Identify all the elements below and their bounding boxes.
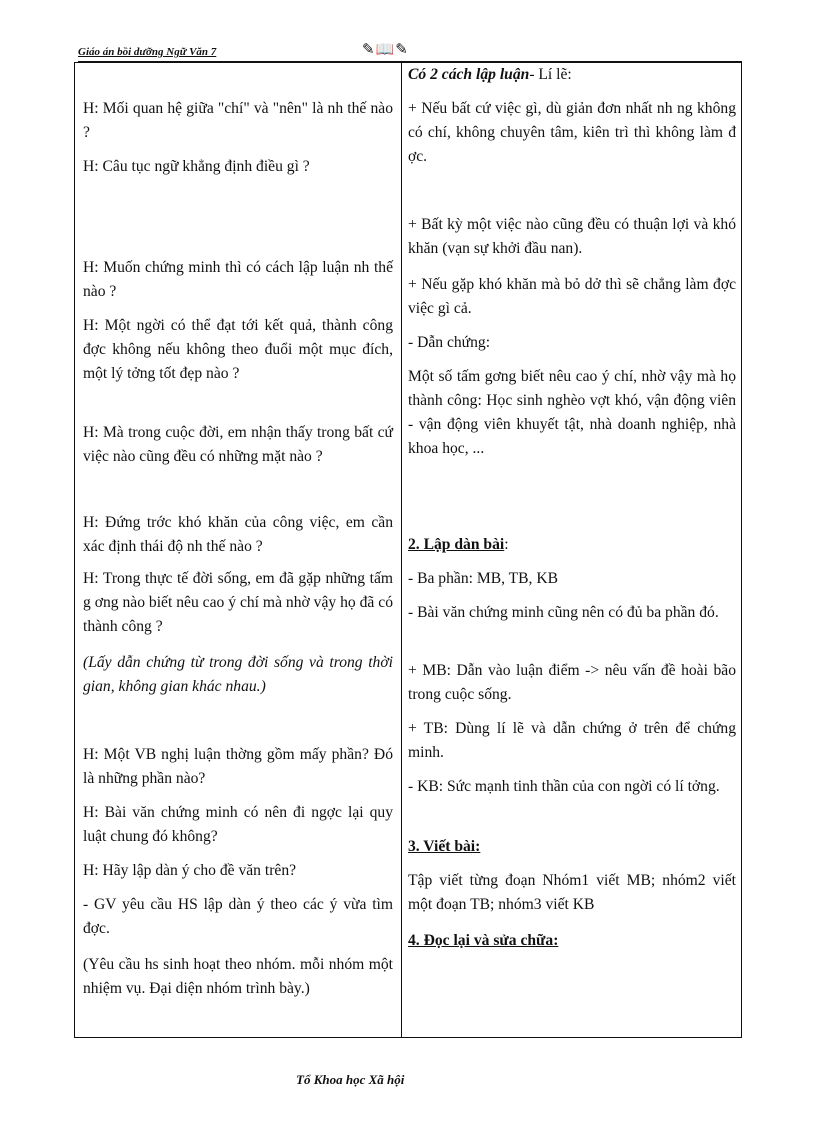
section-3-heading: 3. Viết bài: — [408, 838, 481, 855]
argument-intro-rest: - Lí lẽ: — [529, 66, 572, 83]
question-7: H: Trong thực tế đời sống, em đã gặp những tấm g ơng nào biết nêu cao ý chí mà nhờ vậy họ đã có thành công ? — [83, 570, 393, 635]
group-instruction: (Yêu cầu hs sinh hoạt theo nhóm. mỗi nhóm một nhiệm vụ. Đại diện nhóm trình bày.) — [83, 956, 393, 997]
outline-parts: - Ba phần: MB, TB, KB — [408, 570, 559, 587]
question-3: H: Muốn chứng minh thì có cách lập luận nh thế nào ? — [83, 259, 393, 300]
evidence-text: Một số tấm gơng biết nêu cao ý chí, nhờ vậy mà họ thành công: Học sinh nghèo vợt khó, vận động viên - vận động viên khuyết tật, nhà doanh nghiệp, nhà khoa học, ... — [408, 368, 736, 457]
section-2-heading — [408, 533, 509, 557]
header-title: Giáo án bồi dưỡng Ngữ Văn 7 — [78, 46, 217, 58]
reason-1: + Nếu bất cứ việc gì, dù giản đơn nhất nh ng không có chí, không chuyên tâm, kiên trì thì không làm đ ợc. — [408, 100, 736, 165]
section-4-heading: 4. Đọc lại và sửa chữa: — [408, 932, 559, 949]
page-footer: Tổ Khoa học Xã hội — [296, 1072, 405, 1087]
argument-intro — [408, 63, 572, 87]
evidence-label: - Dẫn chứng: — [408, 334, 491, 351]
page-header — [78, 44, 742, 62]
book-ornament-icon: ✎📖✎ — [362, 42, 409, 58]
question-1: H: Mối quan hệ giữa "chí" và "nên" là nh thế nào ? — [83, 100, 393, 141]
outline-mb: + MB: Dẫn vào luận điểm -> nêu vấn đề hoài bão trong cuộc sống. — [408, 662, 736, 703]
outline-kb: - KB: Sức mạnh tinh thần của con ngời có lí tởng. — [408, 778, 720, 795]
question-10: H: Hãy lập dàn ý cho đề văn trên? — [83, 862, 297, 879]
writing-task: Tập viết từng đoạn Nhóm1 viết MB; nhóm2 viết một đoạn TB; nhóm3 viết KB — [408, 872, 736, 913]
note-evidence: (Lấy dẫn chứng từ trong đời sống và trong thời gian, không gian khác nhau.) — [83, 654, 393, 695]
question-8: H: Một VB nghị luận thờng gồm mấy phần? Đó là những phần nào? — [83, 746, 393, 787]
outline-tb: + TB: Dùng lí lẽ và dẫn chứng ở trên để chứng minh. — [408, 720, 736, 761]
reason-2: + Bất kỳ một việc nào cũng đều có thuận lợi và khó khăn (vạn sự khởi đầu nan). — [408, 216, 736, 257]
section-2-colon: : — [504, 536, 509, 553]
question-6: H: Đứng trớc khó khăn của công việc, em cần xác định thái độ nh thế nào ? — [83, 514, 393, 555]
question-2: H: Câu tục ngữ khẳng định điều gì ? — [83, 158, 310, 175]
teacher-instruction: - GV yêu cầu HS lập dàn ý theo các ý vừa tìm đợc. — [83, 896, 393, 937]
question-4: H: Một ngời có thể đạt tới kết quả, thành công đợc không nếu không theo đuổi một mục đích, một lý tởng tốt đẹp nào ? — [83, 317, 393, 382]
question-9: H: Bài văn chứng minh có nên đi ngợc lại quy luật chung đó không? — [83, 804, 393, 845]
outline-note: - Bài văn chứng minh cũng nên có đủ ba phần đó. — [408, 604, 719, 621]
section-2-title: 2. Lập dàn bài — [408, 536, 505, 553]
reason-3: + Nếu gặp khó khăn mà bỏ dở thì sẽ chẳng làm đợc việc gì cả. — [408, 276, 736, 317]
column-divider — [401, 63, 402, 1037]
argument-intro-bold: Có 2 cách lập luận — [408, 66, 530, 83]
question-5: H: Mà trong cuộc đời, em nhận thấy trong bất cứ việc nào cũng đều có những mặt nào ? — [83, 424, 393, 465]
lesson-table — [74, 62, 742, 1038]
